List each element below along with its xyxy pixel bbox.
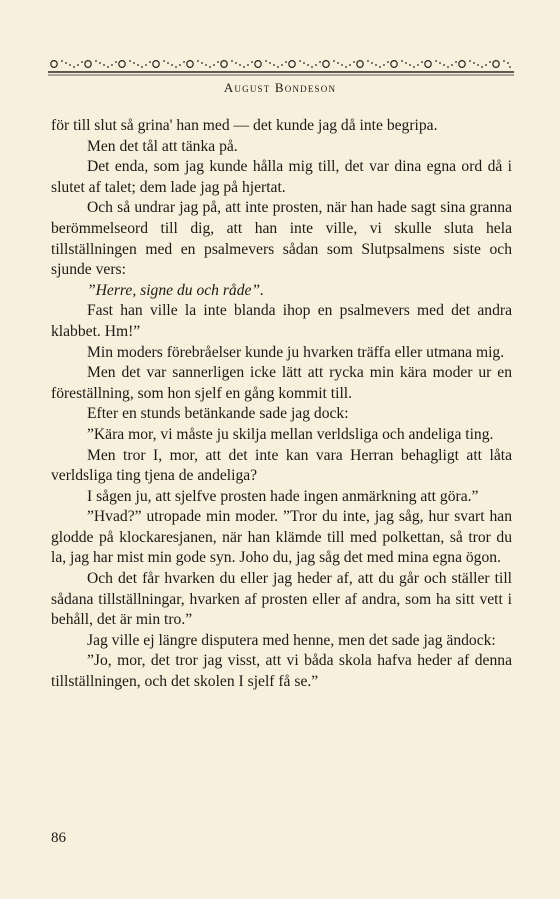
paragraph: [51, 343, 512, 364]
paragraph: [51, 363, 512, 404]
paragraph-text: Efter en stunds betänkande sade jag dock:: [87, 405, 349, 423]
paragraph-text: Min moders förebråelser kunde ju hvarken träffa eller utmana mig.: [87, 343, 505, 361]
paragraph-text: Fast han ville la inte blanda ihop en psalmevers med det andra klabbet. Hm!”: [51, 302, 512, 340]
paragraph: [51, 116, 512, 137]
paragraph: [51, 651, 512, 692]
paragraph-text: Och det får hvarken du eller jag heder af, att du går och ställer till sådana tillställningar, hvarken af prosten eller af andra, som ha sitt vett i behåll, det är min tro.”: [51, 570, 512, 629]
paragraph-text: Det enda, som jag kunde hålla mig till, det var dina egna ord då i slutet af talet; dem lade jag på hjertat.: [51, 158, 512, 196]
paragraph-text: Jag ville ej längre disputera med henne, men det sade jag ändock:: [87, 631, 496, 649]
paragraph: [51, 425, 512, 446]
paragraph: [51, 198, 512, 280]
paragraph: [51, 507, 512, 569]
paragraph: [51, 446, 512, 487]
paragraph: [51, 569, 512, 631]
paragraph-text: för till slut så grina' han med — det kunde jag då inte begripa.: [51, 117, 438, 134]
paragraph: [51, 281, 512, 302]
paragraph-text: Men tror I, mor, att det inte kan vara Herran behagligt att låta verldsliga ting tjena de andeliga?: [51, 446, 512, 485]
paragraph-text: I sågen ju, att sjelfve prosten hade ingen anmärkning att göra.”: [87, 487, 479, 505]
paragraph: [51, 404, 512, 425]
running-head-author: August Bondeson: [223, 80, 337, 95]
paragraph-text: ”Hvad?” utropade min moder. ”Tror du inte, jag såg, hur svart han glodde på klockaresjanen, när han klämde till med polkettan, så tror du la, jag har mist min gode syn. Joho du, jag såg det med mina egna ögon.: [51, 508, 512, 567]
paragraph: [51, 487, 512, 508]
body-text: [51, 116, 512, 693]
paragraph-text: Men det tål att tänka på.: [87, 137, 238, 155]
paragraph-text: Och så undrar jag på, att inte prosten, när han hade sagt sina granna berömmelseord till dig, att han inte ville, vi skulle sluta hela tillställningen med en psalmevers sådan som Slutpsalmens siste och sjunde vers:: [51, 199, 512, 279]
paragraph-text: ”Kära mor, vi måste ju skilja mellan verldsliga och andeliga ting.: [87, 425, 494, 443]
paragraph: [51, 631, 512, 652]
decorative-border-ornament: [48, 50, 514, 78]
page-number: 86: [51, 830, 66, 846]
paragraph-text: ”Herre, signe du och råde”.: [87, 281, 265, 299]
paragraph: [51, 157, 512, 198]
paragraph: [51, 301, 512, 342]
paragraph-text: Men det var sannerligen icke lätt att rycka min kära moder ur en föreställning, som hon sjelf en gång kommit till.: [51, 364, 512, 402]
paragraph: [51, 137, 512, 158]
paragraph-text: ”Jo, mor, det tror jag visst, att vi båda skola hafva heder af denna tillställningen, och det skolen I sjelf få se.”: [51, 652, 512, 691]
